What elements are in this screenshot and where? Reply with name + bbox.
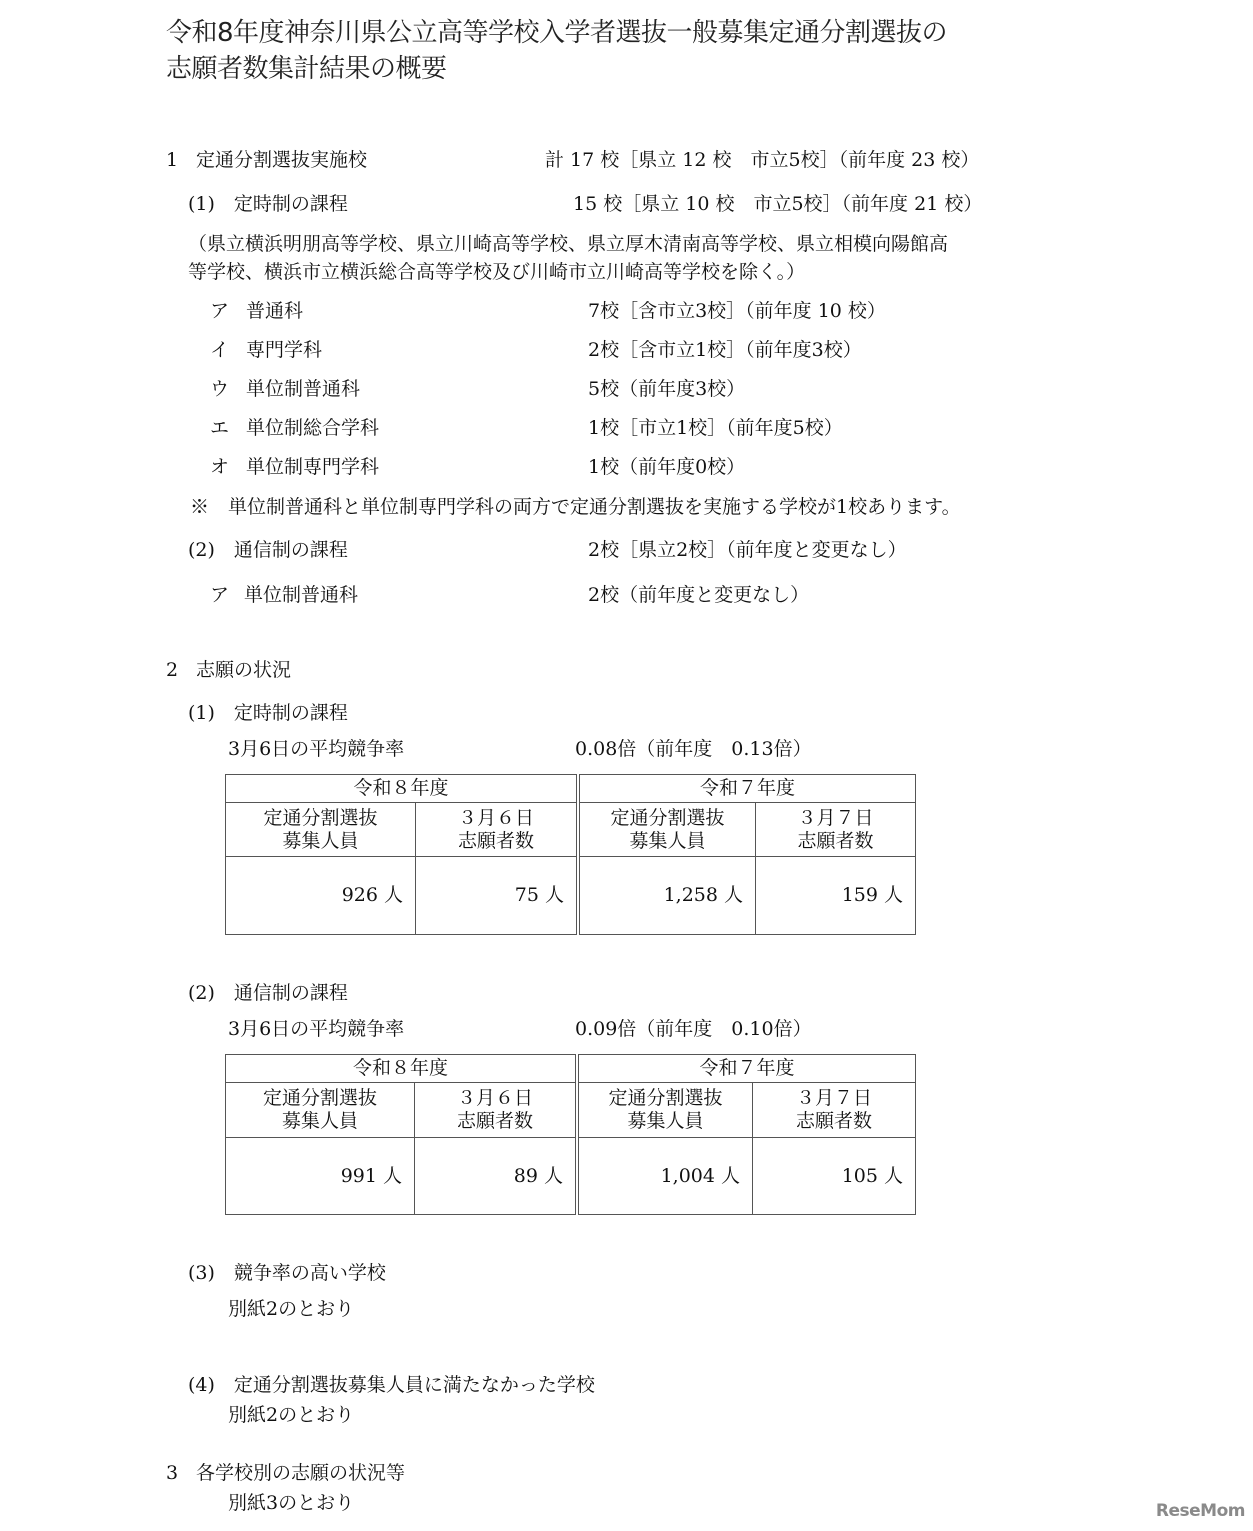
item-value: 5校（前年度3校） [588, 378, 746, 400]
part1-note-line2: 等学校、横浜市立横浜総合高等学校及び川崎市立川崎高等学校を除く。） [188, 261, 806, 283]
item-value: 1校［市立1校］（前年度5校） [588, 417, 843, 439]
item-mark: ウ [210, 378, 230, 400]
item-label: 普通科 [246, 300, 304, 322]
value-cell: 1,258 人 [578, 857, 756, 935]
col-header [415, 1083, 578, 1138]
col-header-line1: 定通分割選抜 [262, 1087, 377, 1110]
section3-ref: 別紙3のとおり [228, 1492, 355, 1514]
item-label: 単位制普通科 [244, 584, 359, 606]
item-mark: ア [210, 584, 230, 606]
col-header-line1: ３月７日 [795, 1087, 872, 1110]
section2-number: 2 [166, 659, 179, 681]
value-cell: 991 人 [226, 1138, 415, 1215]
col-header-line2: 募集人員 [629, 829, 706, 852]
value-cell: 105 人 [753, 1138, 916, 1215]
s2-part1-rate-value: 0.08倍（前年度 0.13倍） [575, 738, 812, 760]
part-time-stats-table [225, 774, 916, 935]
col-header-line2: 志願者数 [797, 829, 874, 852]
s2-part4-ref: 別紙2のとおり [228, 1404, 355, 1426]
item-mark: オ [210, 456, 230, 478]
value-cell: 159 人 [756, 857, 916, 935]
item-label: 単位制専門学科 [246, 456, 380, 478]
s2-part2-rate-value: 0.09倍（前年度 0.10倍） [575, 1018, 812, 1040]
item-mark: ア [210, 300, 230, 322]
col-header [577, 1083, 753, 1138]
year-current-header: 令和８年度 [226, 1055, 578, 1083]
section2-heading: 志願の状況 [196, 659, 292, 681]
document-title-line2: 志願者数集計結果の概要 [166, 54, 447, 84]
col-header-line1: ３月６日 [456, 1087, 533, 1110]
part1-label: (1) 定時制の課程 [188, 193, 348, 215]
col-header [578, 803, 756, 857]
value-cell: 1,004 人 [577, 1138, 753, 1215]
item-label: 単位制総合学科 [246, 417, 380, 439]
item-mark: エ [210, 417, 230, 439]
item-mark: イ [210, 339, 230, 361]
year-prev-header: 令和７年度 [577, 1055, 916, 1083]
item-value: 1校（前年度0校） [588, 456, 746, 478]
s2-part1-rate-label: 3月6日の平均競争率 [228, 738, 405, 760]
value-cell: 926 人 [226, 857, 416, 935]
part1-value: 15 校［県立 10 校 市立5校］（前年度 21 校） [573, 193, 983, 215]
item-label: 専門学科 [246, 339, 323, 361]
s2-part1-label: (1) 定時制の課程 [188, 702, 348, 724]
year-prev-header: 令和７年度 [578, 775, 916, 803]
item-value: 2校［含市立1校］（前年度3校） [588, 339, 862, 361]
col-header-line1: ３月７日 [797, 806, 874, 829]
col-header-line2: 志願者数 [456, 1110, 533, 1132]
col-header [753, 1083, 916, 1138]
s2-part2-label: (2) 通信制の課程 [188, 982, 348, 1004]
col-header [416, 803, 579, 857]
col-header [226, 803, 416, 857]
s2-part4-label: (4) 定通分割選抜募集人員に満たなかった学校 [188, 1374, 595, 1396]
col-header-line1: 定通分割選抜 [608, 1087, 723, 1110]
col-header [226, 1083, 415, 1138]
section1-heading: 定通分割選抜実施校 [196, 149, 368, 171]
col-header-line2: 志願者数 [457, 829, 534, 852]
col-header-line1: 定通分割選抜 [263, 806, 378, 829]
value-cell: 89 人 [415, 1138, 578, 1215]
col-header [756, 803, 916, 857]
section3-number: 3 [166, 1462, 179, 1484]
item-label: 単位制普通科 [246, 378, 361, 400]
value-cell: 75 人 [416, 857, 579, 935]
col-header-line1: 定通分割選抜 [610, 806, 725, 829]
section1-value: 計 17 校［県立 12 校 市立5校］（前年度 23 校） [545, 149, 980, 171]
document-title-line1: 令和8年度神奈川県公立高等学校入学者選抜一般募集定通分割選抜の [166, 18, 948, 48]
table-row [226, 857, 916, 935]
s2-part2-rate-label: 3月6日の平均競争率 [228, 1018, 405, 1040]
part2-label: (2) 通信制の課程 [188, 539, 348, 561]
item-value: 2校（前年度と変更なし） [588, 584, 810, 606]
table-row [226, 1138, 916, 1215]
part2-value: 2校［県立2校］（前年度と変更なし） [588, 539, 907, 561]
col-header-line1: ３月６日 [457, 806, 534, 829]
col-header-line2: 募集人員 [627, 1110, 704, 1132]
s2-part3-ref: 別紙2のとおり [228, 1298, 355, 1320]
correspondence-stats-table [225, 1054, 916, 1215]
part1-note-line1: （県立横浜明朋高等学校、県立川崎高等学校、県立厚木清南高等学校、県立相模向陽館高 [188, 233, 949, 255]
col-header-line2: 募集人員 [282, 829, 359, 852]
year-current-header: 令和８年度 [226, 775, 579, 803]
section1-number: 1 [166, 149, 179, 171]
s2-part3-label: (3) 競争率の高い学校 [188, 1262, 386, 1284]
col-header-line2: 志願者数 [795, 1110, 872, 1132]
remark-note: ※ 単位制普通科と単位制専門学科の両方で定通分割選抜を実施する学校が1校あります。 [190, 496, 961, 518]
resemom-watermark-logo: ReseMom [1155, 1501, 1245, 1521]
section3-heading: 各学校別の志願の状況等 [196, 1462, 406, 1484]
item-value: 7校［含市立3校］（前年度 10 校） [588, 300, 886, 322]
col-header-line2: 募集人員 [281, 1110, 358, 1132]
